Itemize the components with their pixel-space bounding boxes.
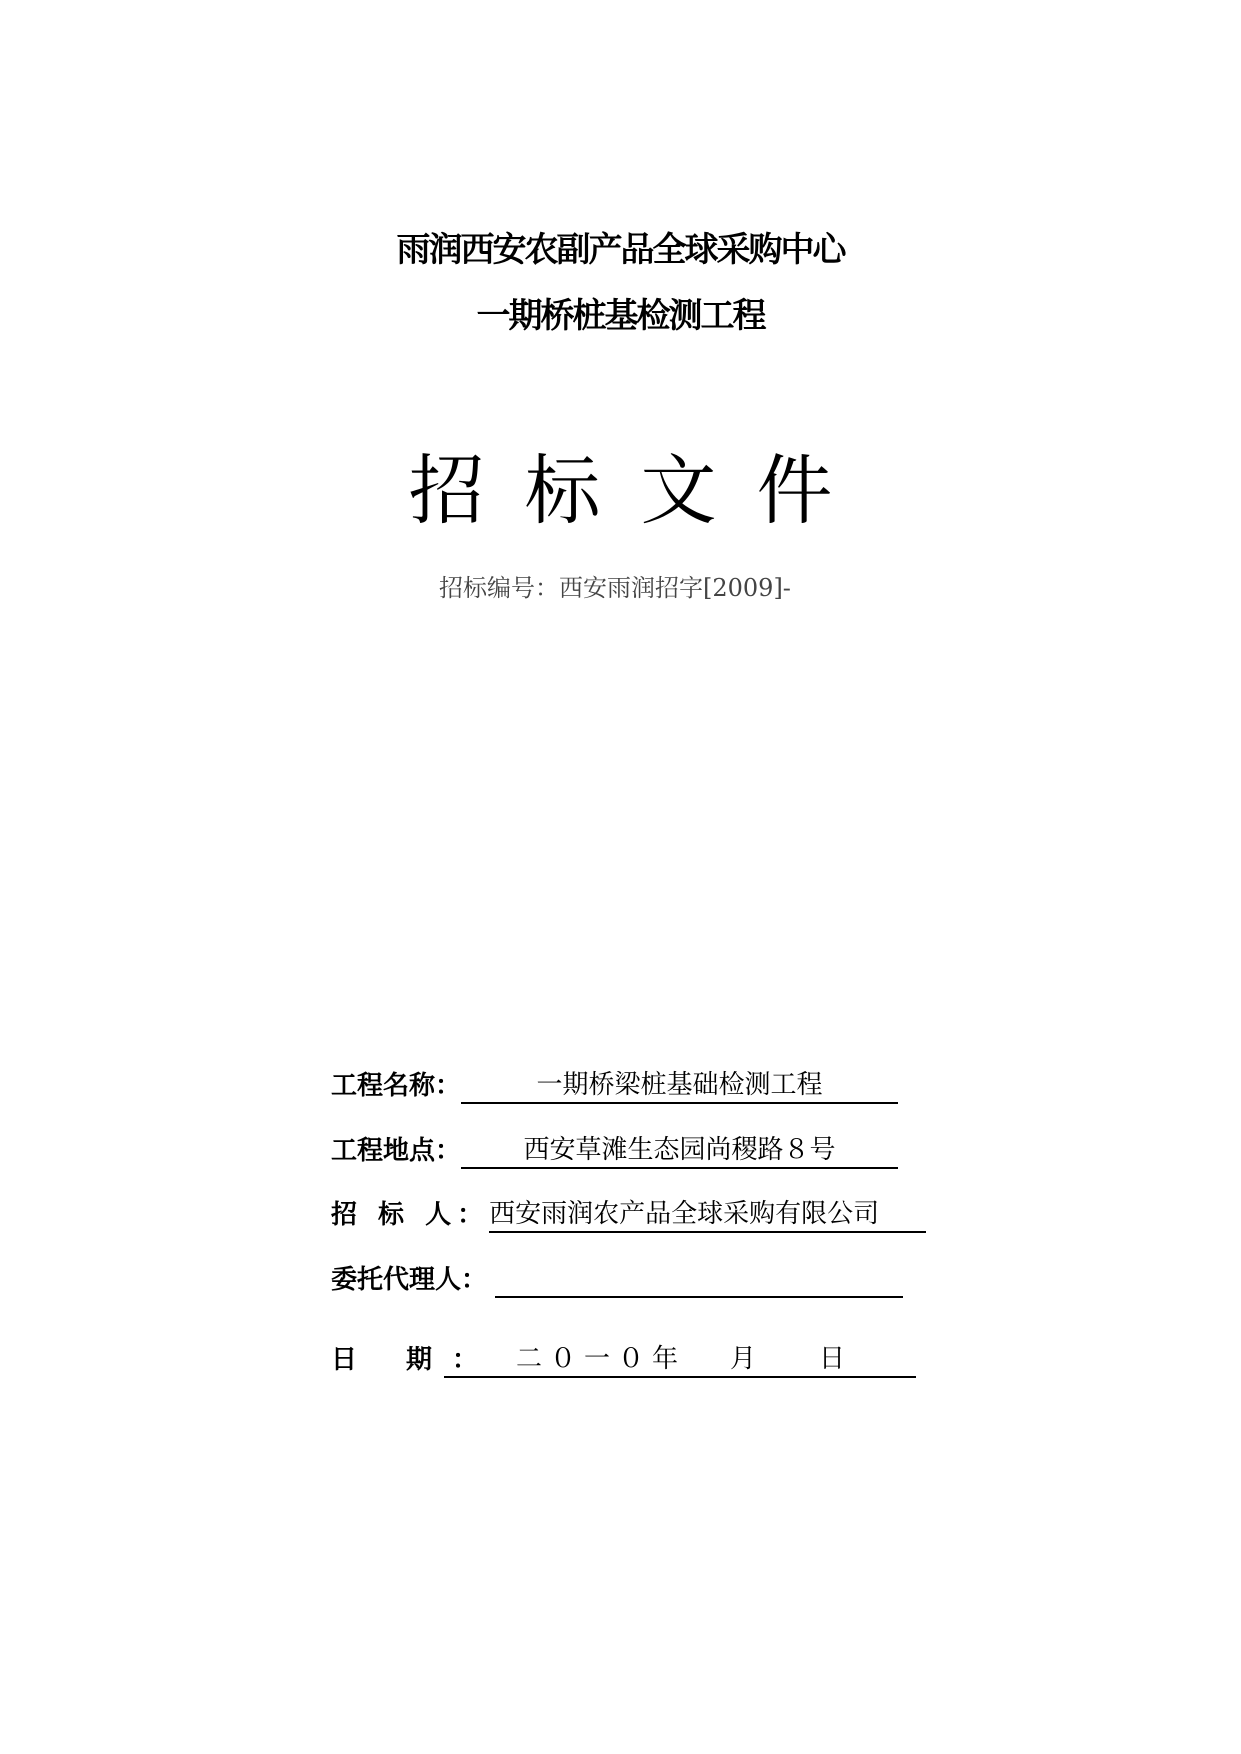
project-name-value: 一期桥梁桩基础检测工程 — [461, 1068, 898, 1104]
project-location-label: 工程地点： — [331, 1136, 462, 1166]
date-value — [444, 1342, 916, 1378]
bid-number: 招标编号：西安雨润招字[2009]- — [439, 574, 791, 602]
document-title: 招标文件 — [408, 446, 873, 535]
project-name-label: 工程名称： — [331, 1071, 462, 1101]
tenderer-label: 招 标 人： — [331, 1200, 490, 1230]
agent-row — [331, 1258, 903, 1298]
project-title-line-1: 雨润西安农副产品全球采购中心 — [396, 230, 845, 270]
project-title-line-2: 一期桥桩基检测工程 — [476, 296, 765, 336]
agent-value — [495, 1262, 903, 1298]
date-row — [331, 1338, 916, 1378]
tenderer-row — [331, 1193, 926, 1233]
project-location-value: 西安草滩生态园尚稷路８号 — [461, 1133, 898, 1169]
date-label: 日 期： — [331, 1345, 499, 1375]
date-month: 月 — [730, 1344, 757, 1374]
project-location-row — [331, 1129, 898, 1169]
agent-label: 委托代理人： — [331, 1265, 488, 1295]
date-year: 二０一０年 — [516, 1344, 687, 1374]
project-name-row — [331, 1064, 898, 1104]
date-day: 日 — [819, 1344, 846, 1374]
tenderer-value: 西安雨润农产品全球采购有限公司 — [489, 1197, 926, 1233]
